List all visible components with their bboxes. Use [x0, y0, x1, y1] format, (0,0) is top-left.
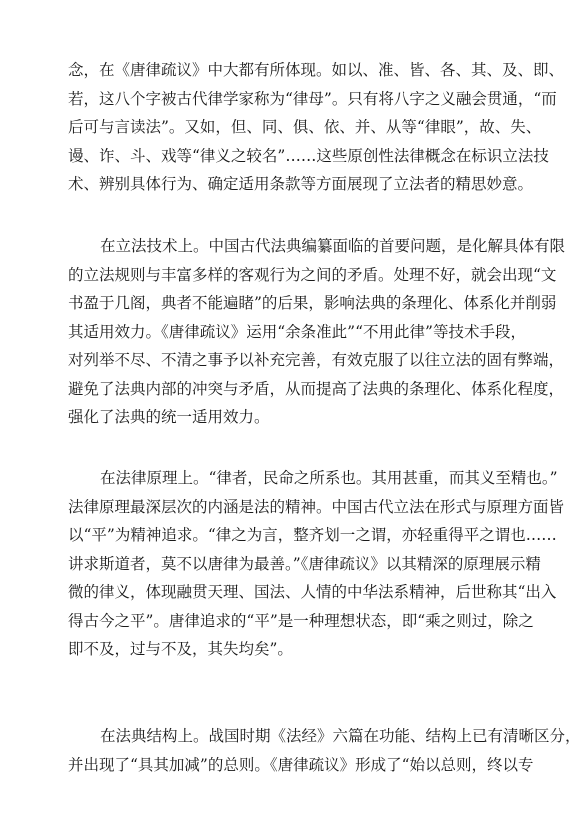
text-line: 在立法技术上。中国古代法典编纂面临的首要问题，是化解具体有限	[100, 237, 566, 255]
text-line: 得古今之平”。唐律追求的“平”是一种理想状态，即“乘之则过，除之	[68, 611, 534, 630]
text-line: 强化了法典的统一适用效力。	[68, 408, 270, 426]
text-line: 微的律义，体现融贯天理、国法、人情的中华法系精神，后世称其“出入	[68, 583, 557, 601]
text-line: 其适用效力。《唐律疏议》运用“余条准此”“不用此律”等技术手段，	[68, 322, 526, 341]
text-line: 的立法规则与丰富多样的客观行为之间的矛盾。处理不好，就会出现“文	[68, 265, 557, 284]
paragraph-code-structure	[68, 722, 581, 779]
text-line: 后可与言读法”。又如，但、同、俱、依、并、从等“律眼”，故、失、	[68, 118, 542, 136]
text-line: 即不及，过与不及，其失均矣”。	[68, 640, 293, 658]
text-line: 在法典结构上。战国时期《法经》六篇在功能、结构上已有清晰区分，	[100, 727, 581, 745]
text-line: 并出现了“具其加减”的总则。《唐律疏议》形成了“始以总则，终以专	[68, 755, 534, 774]
text-line: 讲求斯道者，莫不以唐律为最善。”《唐律疏议》以其精深的原理展示精	[68, 554, 541, 573]
paragraph-legislative-technique	[68, 232, 566, 432]
text-line: 避免了法典内部的冲突与矛盾，从而提高了法典的条理化、体系化程度，	[68, 379, 565, 398]
text-line: 谩、诈、斗、戏等“律义之较名”……这些原创性法律概念在标识立法技	[68, 146, 549, 165]
text-line: 若，这八个字被古代律学家称为“律母”。只有将八字之义融会贯通，“而	[68, 89, 557, 108]
text-line: 法律原理最深层次的内涵是法的精神。中国古代立法在形式与原理方面皆	[68, 497, 565, 516]
text-line: 在法律原理上。“律者，民命之所系也。其用甚重，而其义至精也。”	[100, 469, 558, 487]
text-line: 术、辨别具体行为、确定适用条款等方面展现了立法者的精思妙意。	[68, 175, 534, 193]
paragraph-legal-principles	[68, 464, 565, 664]
text-line: 念，在《唐律疏议》中大都有所体现。如以、准、皆、各、其、及、即、	[68, 61, 565, 79]
text-line: 书盈于几阁，典者不能遍睹”的后果，影响法典的条理化、体系化并削弱	[68, 294, 557, 312]
text-line: 对列举不尽、不清之事予以补充完善，有效克服了以往立法的固有弊端，	[68, 351, 565, 369]
text-line: 以“平”为精神追求。“律之为言，整齐划一之谓，亦轻重得平之谓也……	[68, 526, 557, 544]
paragraph-legal-concepts	[68, 56, 565, 199]
